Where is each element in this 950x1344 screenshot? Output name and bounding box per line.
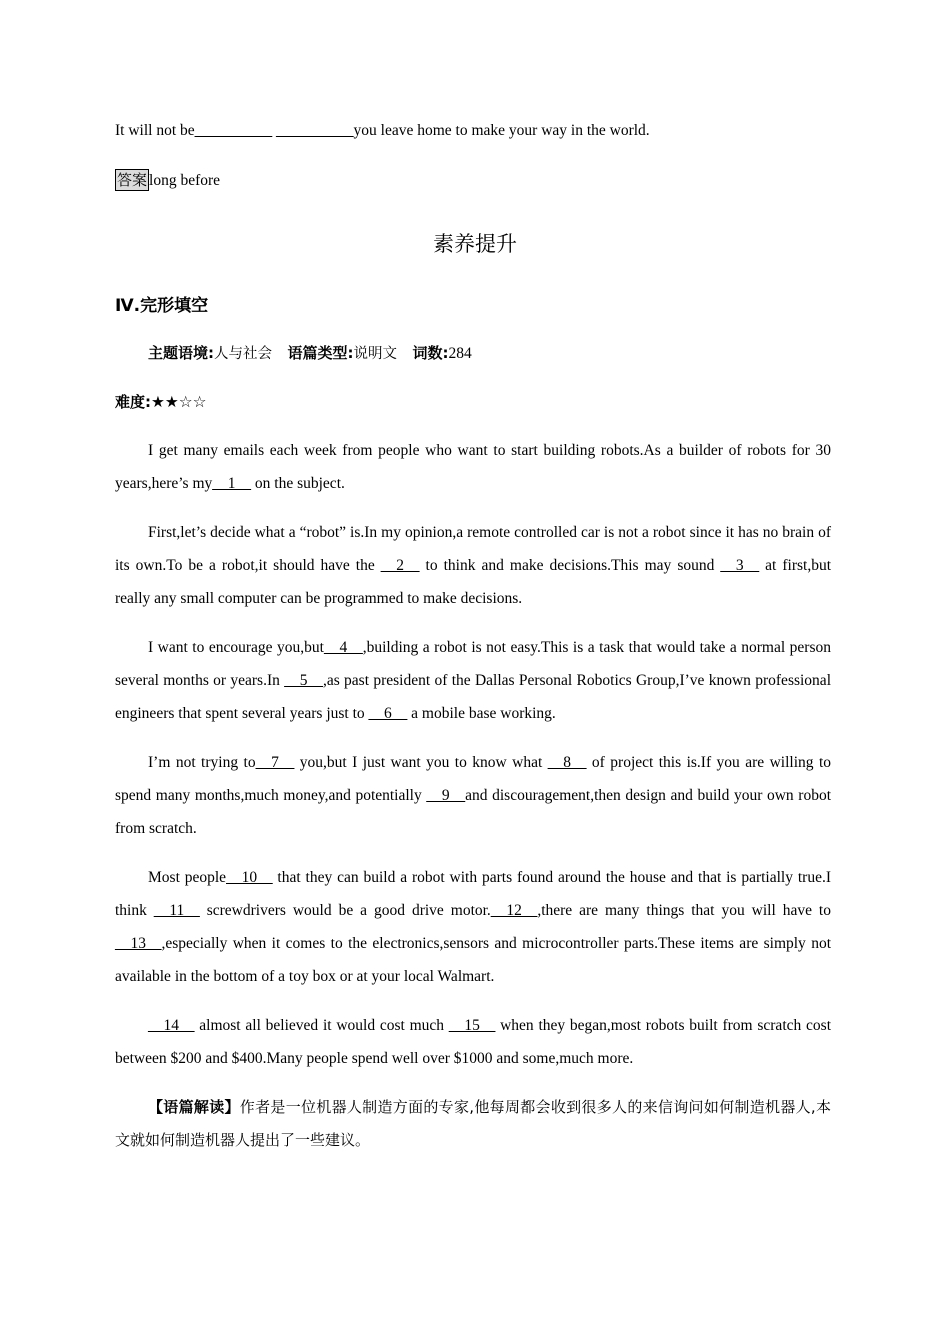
paragraph-text: to think and make decisions.This may sound bbox=[419, 557, 721, 574]
cloze-blank-14[interactable]: __14__ bbox=[148, 1017, 195, 1034]
paragraph-2 bbox=[115, 516, 831, 615]
paragraph-text: almost all believed it would cost much bbox=[194, 1017, 449, 1034]
word-count-value: 284 bbox=[448, 345, 472, 362]
cloze-blank-12[interactable]: __12__ bbox=[490, 902, 538, 919]
paragraph-text: ,especially when it comes to the electronics,sensors and microcontroller parts.These items are simply not available in the bottom of a toy box or at your local Walmart. bbox=[115, 935, 831, 985]
difficulty-label: 难度: bbox=[115, 393, 151, 411]
cloze-blank-10[interactable]: __10__ bbox=[226, 869, 273, 886]
answer-tag[interactable]: 答案 bbox=[117, 171, 148, 189]
paragraph-text: of project this is.If you are willing to spend many months,much money,and potentially bbox=[115, 754, 831, 804]
paragraph-text: that they can build a robot with parts found around the house and that is partially true.I think bbox=[115, 869, 831, 919]
difficulty-stars: ★★☆☆ bbox=[151, 394, 207, 411]
cloze-blank-5[interactable]: __5__ bbox=[284, 672, 323, 689]
topic-value: 人与社会 bbox=[214, 346, 272, 362]
paragraph-3 bbox=[115, 631, 831, 730]
paragraph-6 bbox=[115, 1009, 831, 1075]
cloze-blank-2[interactable]: __2__ bbox=[380, 557, 420, 574]
answer-row bbox=[115, 169, 220, 191]
paragraph-1 bbox=[115, 434, 831, 500]
paragraph-text: a mobile base working. bbox=[407, 705, 556, 722]
paragraph-text: on the subject. bbox=[251, 475, 345, 492]
cloze-blank-1[interactable]: __1__ bbox=[212, 475, 252, 492]
question-text-before: It will not be bbox=[115, 122, 195, 139]
paragraph-text: and discouragement,then design and build your own robot from scratch. bbox=[115, 787, 832, 837]
paragraph-text: ,building a robot is not easy.This is a task that would take a normal person several months or years.In bbox=[115, 639, 831, 689]
paragraph-text: I’m not trying to bbox=[148, 754, 256, 771]
topic-label: 主题语境: bbox=[148, 344, 214, 362]
analysis-text: 作者是一位机器人制造方面的专家,他每周都会收到很多人的来信询问如何制造机器人,本文就如何制造机器人提出了一些建议。 bbox=[115, 1098, 831, 1149]
paragraph-text: I want to encourage you,but bbox=[148, 639, 324, 656]
paragraph-text: I get many emails each week from people who want to start building robots.As a builder of robots for 30 years,here’s my bbox=[115, 442, 831, 492]
analysis-label: 【语篇解读】 bbox=[148, 1098, 240, 1116]
paragraph-text: at first,but really any small computer can be programmed to make decisions. bbox=[115, 557, 831, 607]
cloze-blank-15[interactable]: __15__ bbox=[448, 1017, 496, 1034]
answer-text: long before bbox=[149, 172, 221, 189]
paragraph-text: First,let’s decide what a “robot” is.In my opinion,a remote controlled car is not a robot since it has no brain of its own.To be a robot,it should have the bbox=[115, 524, 831, 574]
cloze-blank-4[interactable]: __4__ bbox=[323, 639, 363, 656]
question-text-after: you leave home to make your way in the world. bbox=[353, 122, 650, 139]
answer-blank[interactable]: __________ bbox=[276, 122, 354, 139]
paragraph-text: screwdrivers would be a good drive motor. bbox=[199, 902, 491, 919]
cloze-blank-6[interactable]: __6__ bbox=[368, 705, 408, 722]
word-count-label: 词数: bbox=[412, 344, 449, 362]
paragraph-text: ,as past president of the Dallas Personal Robotics Group,I’ve known professional engineers that spent several years just to bbox=[115, 672, 831, 722]
paragraph-4 bbox=[115, 746, 831, 845]
paragraph-text: you,but I just want you to know what bbox=[294, 754, 548, 771]
passage-analysis bbox=[115, 1091, 831, 1157]
cloze-blank-8[interactable]: __8__ bbox=[547, 754, 587, 771]
type-value: 说明文 bbox=[353, 346, 397, 362]
answer-blank[interactable]: __________ bbox=[194, 122, 273, 139]
difficulty bbox=[115, 391, 207, 412]
cloze-blank-7[interactable]: __7__ bbox=[255, 754, 295, 771]
paragraph-text: ,there are many things that you will have to bbox=[537, 902, 831, 919]
paragraph-text: Most people bbox=[148, 869, 227, 886]
paragraph-text: when they began,most robots built from scratch cost between $200 and $400.Many people spend well over $1000 and some,much more. bbox=[115, 1017, 831, 1067]
previous-question bbox=[115, 122, 650, 140]
cloze-blank-3[interactable]: __3__ bbox=[720, 557, 760, 574]
type-label: 语篇类型: bbox=[287, 344, 354, 362]
paragraph-5 bbox=[115, 861, 831, 993]
cloze-blank-13[interactable]: __13__ bbox=[115, 935, 162, 952]
passage-meta bbox=[148, 342, 472, 363]
cloze-blank-11[interactable]: __11__ bbox=[153, 902, 200, 919]
section-title: 素养提升 bbox=[433, 232, 517, 256]
cloze-blank-9[interactable]: __9__ bbox=[426, 787, 466, 804]
section-heading: Ⅳ.完形填空 bbox=[115, 296, 209, 316]
